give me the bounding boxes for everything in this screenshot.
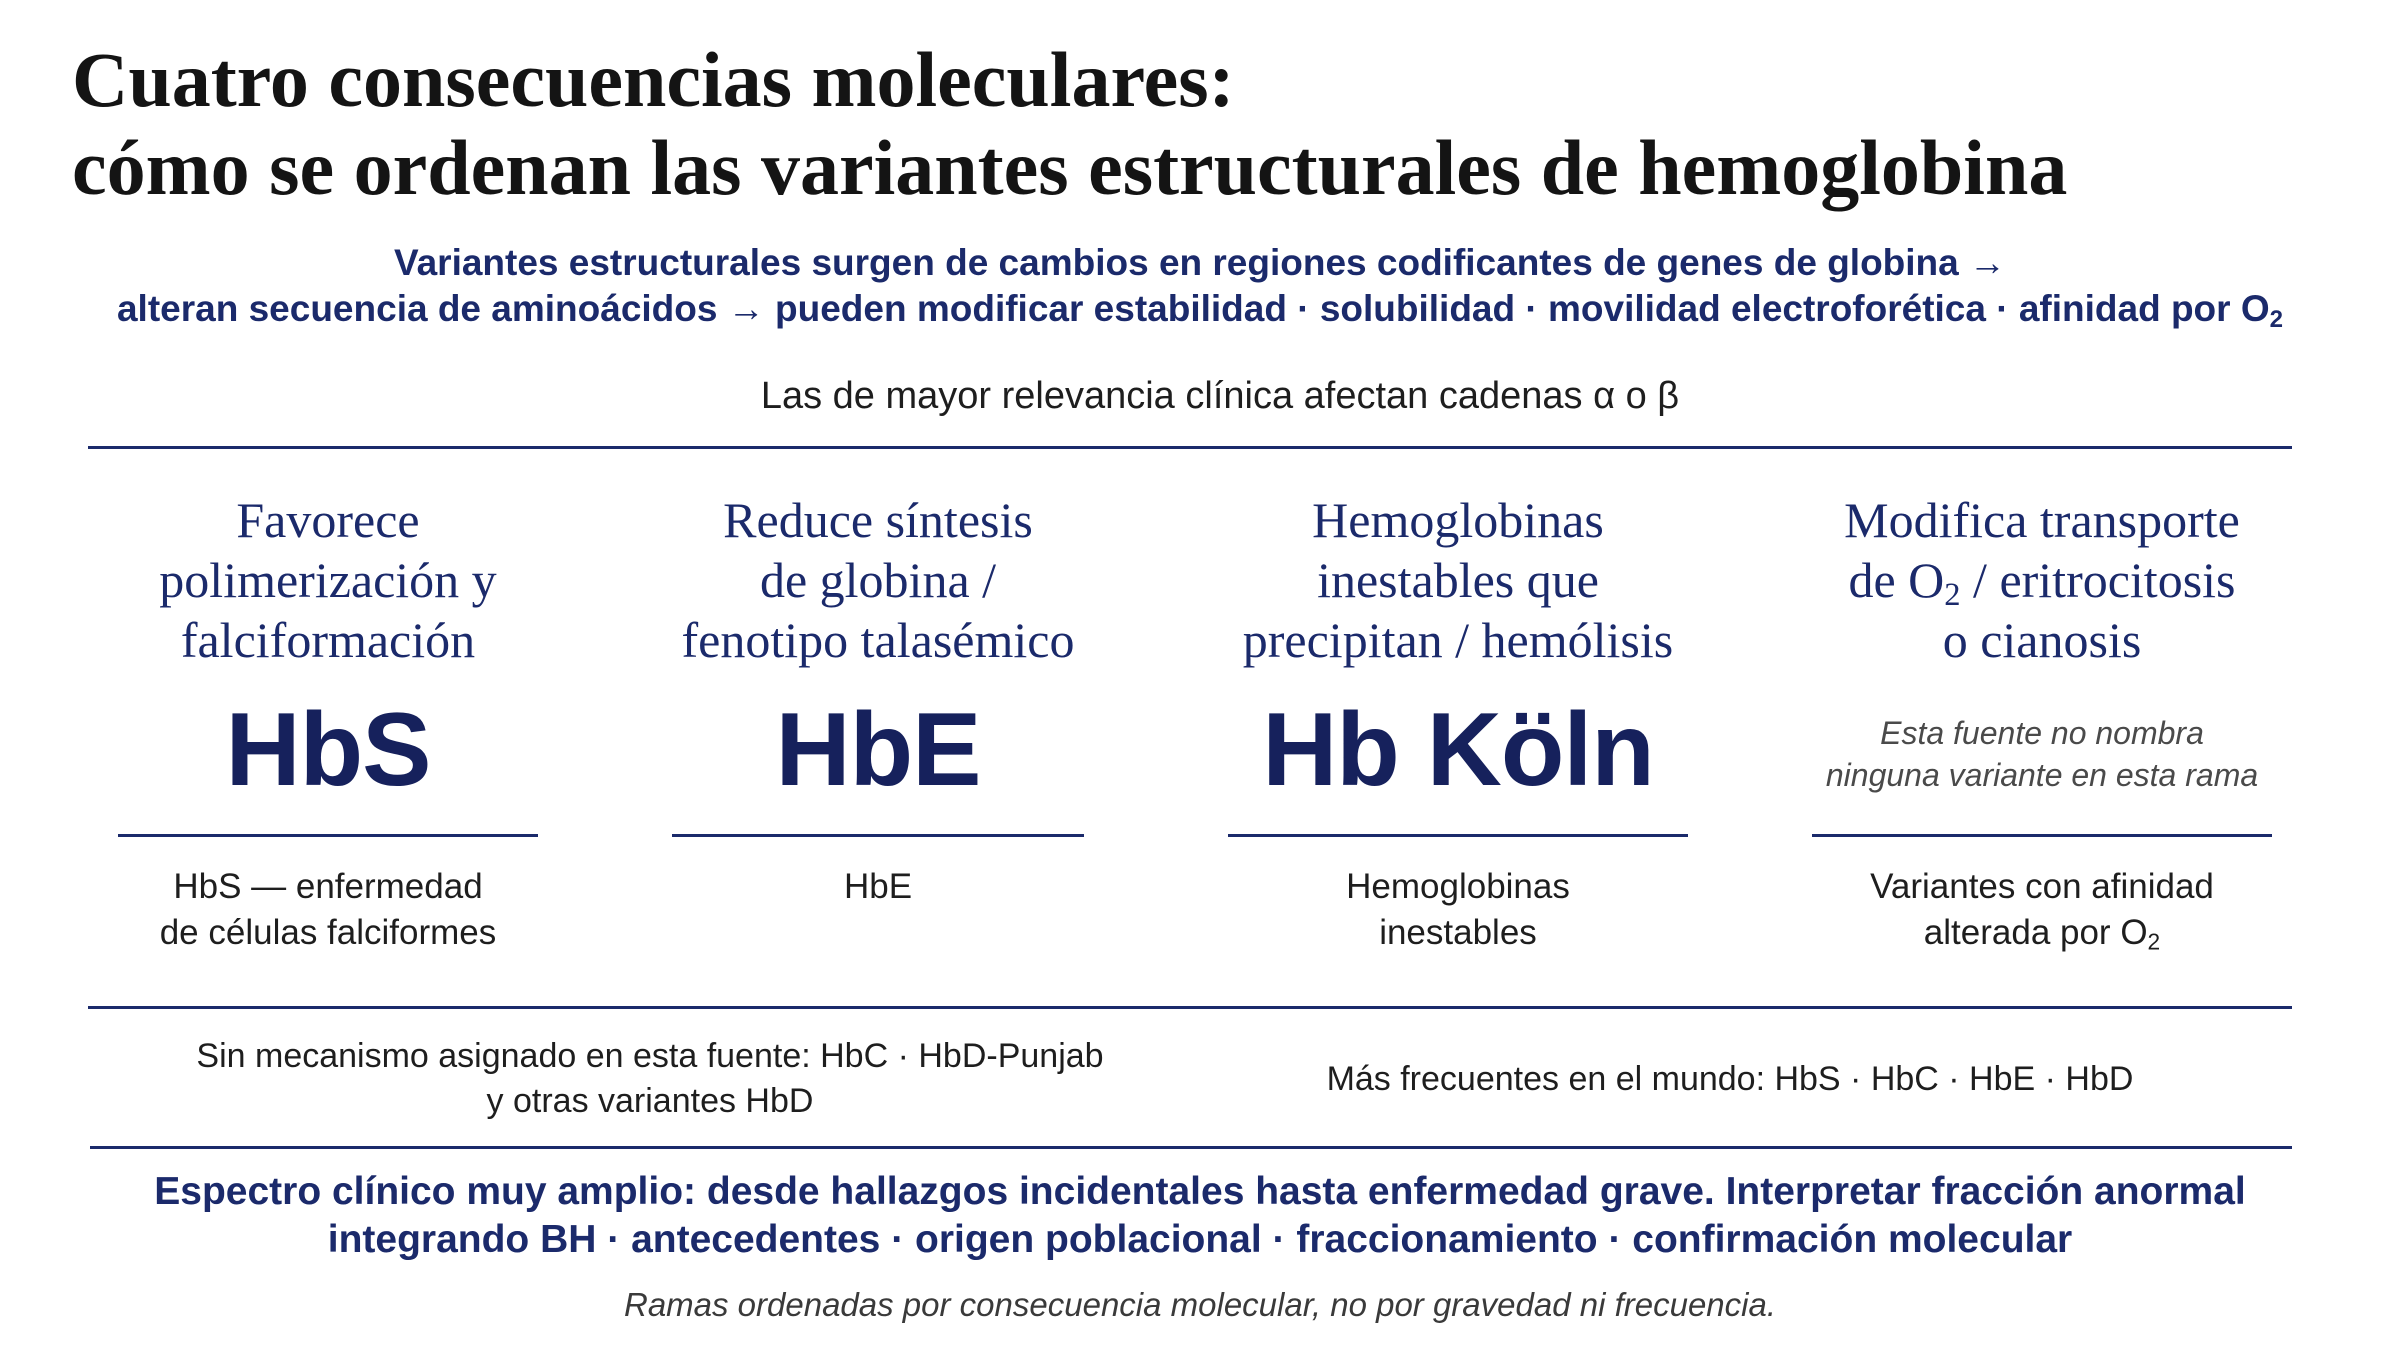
subtitle-line-1: Variantes estructurales surgen de cambios en regiones codificantes de genes de globina → — [393, 242, 2007, 283]
variant-name: HbE — [775, 692, 981, 808]
variant-name: Hb Köln — [1262, 692, 1654, 808]
relevance-note: Las de mayor relevancia clínica afectan cadenas α o β — [760, 375, 1680, 417]
top-divider — [88, 446, 2292, 449]
subtitle — [0, 240, 2400, 332]
branch-column-polymerization — [118, 490, 538, 952]
branch-column-synthesis — [672, 490, 1084, 906]
bottom-divider — [90, 1146, 2292, 1149]
subtitle-line-2: alteran secuencia de aminoácidos → pueden modificar estabilidad · solubilidad · movilidad electroforética · afinidad por $O_2$ — [116, 288, 2283, 333]
variant-description: Hemoglobinas inestables — [1346, 867, 1570, 952]
clinical-spectrum-note: Espectro clínico muy amplio: desde hallazgos incidentales hasta enfermedad grave. Interpretar fracción anormal integrando BH · antecedentes · origen poblacional · fraccionamiento · confirmación molecular — [154, 1170, 2246, 1261]
no-variant-note: Esta fuente no nombra ninguna variante en esta rama — [1825, 715, 2259, 793]
title-line-2: cómo se ordenan las variantes estructurales de hemoglobina — [72, 124, 2068, 211]
variant-description: HbS — enfermedad de células falciformes — [159, 867, 497, 952]
variant-description: Variantes con afinidad alterada por $O_2$ — [1870, 867, 2214, 955]
most-frequent-variants: Más frecuentes en el mundo: HbS · HbC · HbE · HbD — [1326, 1060, 2134, 1098]
footnote: Ramas ordenadas por consecuencia molecular, no por gravedad ni frecuencia. — [623, 1286, 1777, 1323]
mechanism-heading: Favorece polimerización y falciformación — [159, 492, 497, 668]
column-divider — [672, 834, 1084, 837]
title-line-1: Cuatro consecuencias moleculares: — [72, 36, 1235, 123]
mechanism-heading: Hemoglobinas inestables que precipitan / hemólisis — [1242, 492, 1674, 668]
variant-name: HbS — [225, 692, 431, 808]
middle-divider — [88, 1006, 2292, 1009]
page-title — [72, 36, 2352, 212]
unassigned-variants-note: Sin mecanismo asignado en esta fuente: HbC · HbD-Punjab y otras variantes HbD — [196, 1037, 1104, 1120]
column-divider — [1228, 834, 1688, 837]
branch-column-oxygen-transport — [1812, 490, 2272, 955]
branch-column-unstable — [1228, 490, 1688, 952]
mechanism-heading: Modifica transporte de $O_2$ / eritrocitosis o cianosis — [1844, 492, 2240, 668]
mechanism-heading: Reduce síntesis de globina / fenotipo talasémico — [681, 492, 1075, 668]
column-divider — [118, 834, 538, 837]
variant-description: HbE — [843, 867, 913, 906]
column-divider — [1812, 834, 2272, 837]
